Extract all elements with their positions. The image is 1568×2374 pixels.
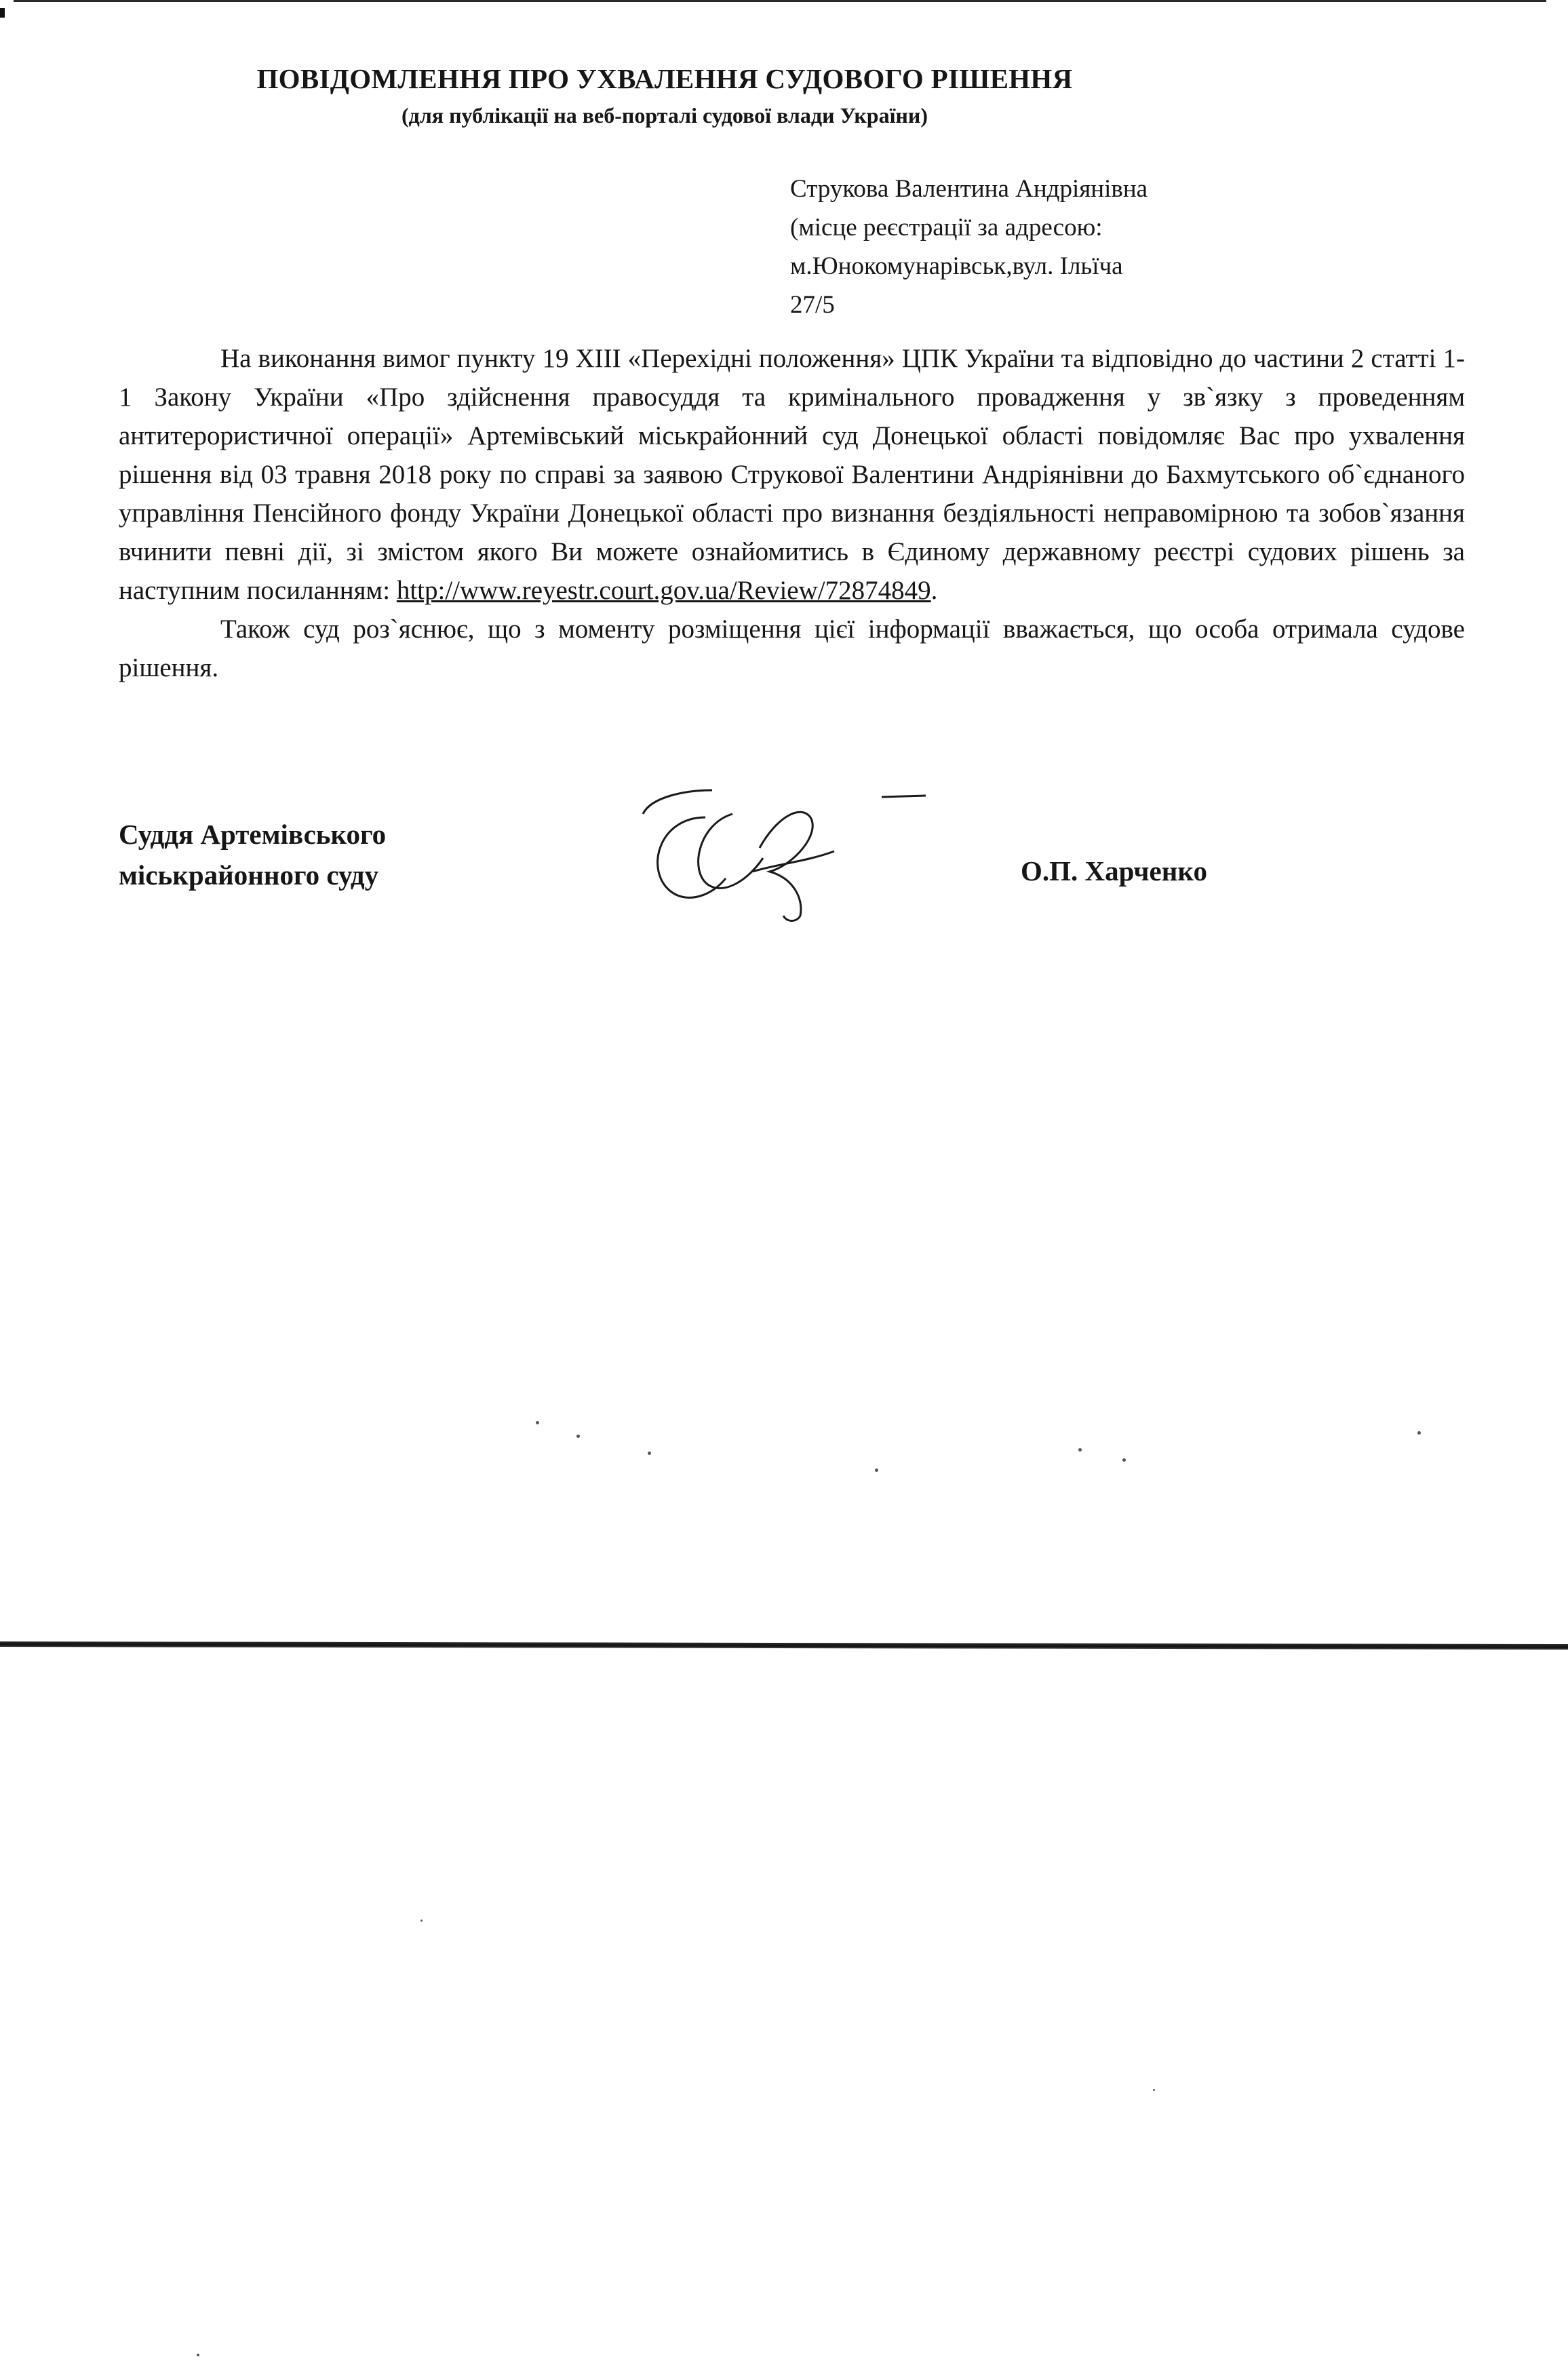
scan-speck [1417, 1431, 1421, 1435]
notice-paragraph: Також суд роз`яснює, що з моменту розміщення цієї інформації вважається, що особа отримала судове рішення. [119, 615, 1465, 682]
registry-link[interactable]: http://www.reyestr.court.gov.ua/Review/72874849 [396, 576, 931, 605]
scan-mark [0, 8, 5, 18]
notice-body [119, 339, 1465, 687]
handwritten-signature [631, 777, 943, 926]
notice-paragraph-text: На виконання вимог пункту 19 XIII «Перехідні положення» ЦПК України та відповідно до частини 2 статті 1-1 Закону України «Про здійснення правосуддя та кримінального провадження у зв`язку з проведенням антитерористичної операції» Артемівський міськрайонний суд Донецької області повідомляє Вас про ухвалення рішення від 03 травня 2018 року по справі за заявою Струкової Валентини Андріянівни до Бахмутського об`єднаного управління Пенсійного фонду України Донецької області про визнання бездіяльності неправомірною та зобов`язання вчинити певні дії, зі змістом якого Ви можете ознайомитись в Єдиному державному реєстрі судових рішень за наступним посиланням: [119, 344, 1465, 605]
link-suffix: . [930, 576, 938, 605]
notice-paragraph [119, 339, 1465, 610]
document-subtitle: (для публікації на веб-порталі судової влади України) [401, 103, 928, 128]
document-title: ПОВІДОМЛЕННЯ ПРО УХВАЛЕННЯ СУДОВОГО РІШЕННЯ [256, 63, 1073, 94]
addressee-address-line: (місце реєстрації за адресою: [790, 214, 1103, 241]
scan-fold-line [0, 1641, 1568, 1650]
scan-speck [875, 1468, 878, 1472]
scan-speck [1078, 1448, 1082, 1452]
judge-position-line: міськрайонного суду [119, 859, 379, 891]
scan-speck [1122, 1458, 1126, 1462]
judge-position-line: Суддя Артемівського [119, 819, 387, 850]
judge-name: О.П. Харченко [1021, 855, 1207, 887]
scan-speck [420, 1920, 423, 1922]
addressee-address-line: м.Юнокомунарівськ,вул. Ільїча [790, 252, 1123, 280]
scan-speck [536, 1421, 539, 1424]
addressee-address-line: 27/5 [790, 291, 835, 319]
scan-speck [648, 1452, 651, 1455]
addressee-block [790, 170, 1278, 324]
scan-edge-top [14, 0, 1546, 2]
scan-speck [576, 1435, 580, 1438]
scan-speck [197, 2354, 199, 2356]
judge-position [119, 814, 386, 895]
addressee-name: Струкова Валентина Андріянівна [790, 175, 1148, 203]
scan-speck [1153, 2089, 1155, 2091]
